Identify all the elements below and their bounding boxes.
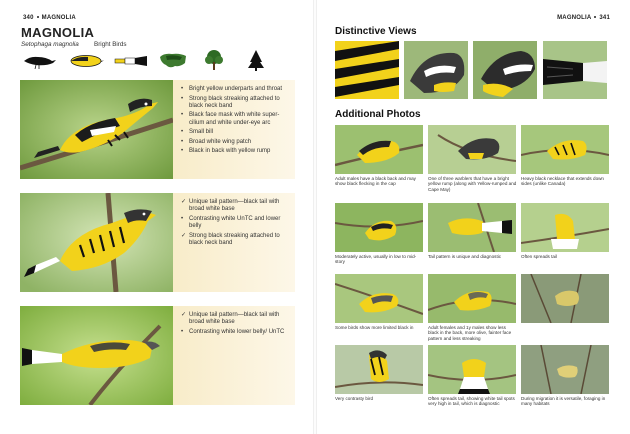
species-title: MAGNOLIA: [21, 25, 95, 40]
distinctive-view-photo: [543, 41, 607, 99]
tail-view-photo: [20, 306, 173, 405]
distinctive-view-photo: [335, 41, 399, 99]
photo-caption: Tail pattern is unique and diagnostic: [428, 254, 502, 259]
field-mark: • Bright yellow underparts and throat: [181, 86, 283, 92]
field-mark: • Strong black streaking attached to black neck band: [181, 95, 280, 109]
underside-view-photo: [20, 193, 173, 292]
field-mark: ✓ Unique tail pattern—black tail with broad white base: [181, 312, 280, 326]
left-page-number: 340: [23, 15, 34, 21]
left-running-title: MAGNOLIA: [41, 15, 76, 21]
additional-photos-heading: Additional Photos: [335, 109, 421, 120]
additional-photo: [428, 274, 516, 323]
book-gutter: [313, 0, 317, 434]
additional-photo: [335, 125, 423, 174]
adult-male-photo: [20, 80, 173, 179]
additional-photo: [521, 125, 609, 174]
additional-photo: [335, 203, 423, 252]
id-icon-row: [22, 48, 272, 72]
field-mark: ✓ Unique tail pattern—black tail with broad white base: [181, 199, 280, 213]
field-mark: ✓ Strong black streaking attached to black neck band: [181, 232, 280, 246]
additional-photo: [335, 345, 423, 394]
photo-caption: Very contrasty bird: [335, 396, 374, 401]
account-2-field-marks: [173, 193, 295, 292]
bird-silhouette-icon: [22, 53, 58, 69]
species-account-2: [20, 193, 295, 292]
scientific-name: Setophaga magnolia: [21, 41, 79, 48]
bird-group: Bright Birds: [94, 41, 127, 48]
additional-photo: [521, 345, 609, 394]
species-account-3: [20, 306, 295, 405]
field-mark: • Broad white wing patch: [181, 138, 252, 145]
field-mark: • Small bill: [181, 129, 214, 136]
photo-caption: Adult females and 1y males show less black in the back, more olive, fainter face pattern and less streaking: [428, 325, 512, 341]
additional-photo: [428, 125, 516, 174]
photo-caption: Often spreads tail, showing white tail spots very high in tail, which is diagnostic: [428, 396, 515, 407]
right-running-title: MAGNOLIA: [557, 15, 592, 21]
photo-caption: Adult males have a black back and may show black flecking in the cap: [335, 176, 416, 187]
photo-caption: One of three warblers that have a bright yellow rump (along with Yellow-rumped and Cape May): [428, 176, 517, 192]
account-3-field-marks: [173, 306, 295, 405]
additional-photo: [428, 345, 516, 394]
field-mark: • Contrasting white UnTC and lower belly: [181, 215, 281, 229]
distinctive-view-photo: [404, 41, 468, 99]
perched-bird-icon: [244, 48, 268, 72]
field-mark: • Black face mask with white super-cilium and white under-eye arc: [181, 112, 280, 126]
bird-profile-icon: [68, 54, 104, 68]
distinctive-views-heading: Distinctive Views: [335, 26, 417, 37]
additional-photo: [335, 274, 423, 323]
photo-caption: Some birds show more limited black in: [335, 325, 414, 330]
left-running-head: [23, 15, 76, 21]
species-account-1: [20, 80, 295, 179]
field-mark: • Black in back with yellow rump: [181, 148, 271, 155]
wing-pattern-icon: [114, 54, 148, 68]
distinctive-view-photo: [473, 41, 537, 99]
photo-caption: During migration it is versatile, foraging in many habitats: [521, 396, 606, 407]
range-map-icon: [158, 51, 188, 71]
account-1-field-marks: [173, 80, 295, 179]
field-mark: • Contrasting white lower belly/ UnTC: [181, 328, 285, 335]
habitat-tree-icon: [202, 48, 226, 72]
additional-photo: [428, 203, 516, 252]
right-running-head: [557, 15, 610, 21]
additional-photo: [521, 203, 609, 252]
photo-caption: Often spreads tail: [521, 254, 558, 259]
photo-caption: Heavy black necklace that extends down sides (unlike Canada): [521, 176, 604, 187]
photo-caption: Moderately active, usually in low to mid-story: [335, 254, 417, 265]
additional-photo: [521, 274, 609, 323]
right-page-number: 341: [599, 15, 610, 21]
